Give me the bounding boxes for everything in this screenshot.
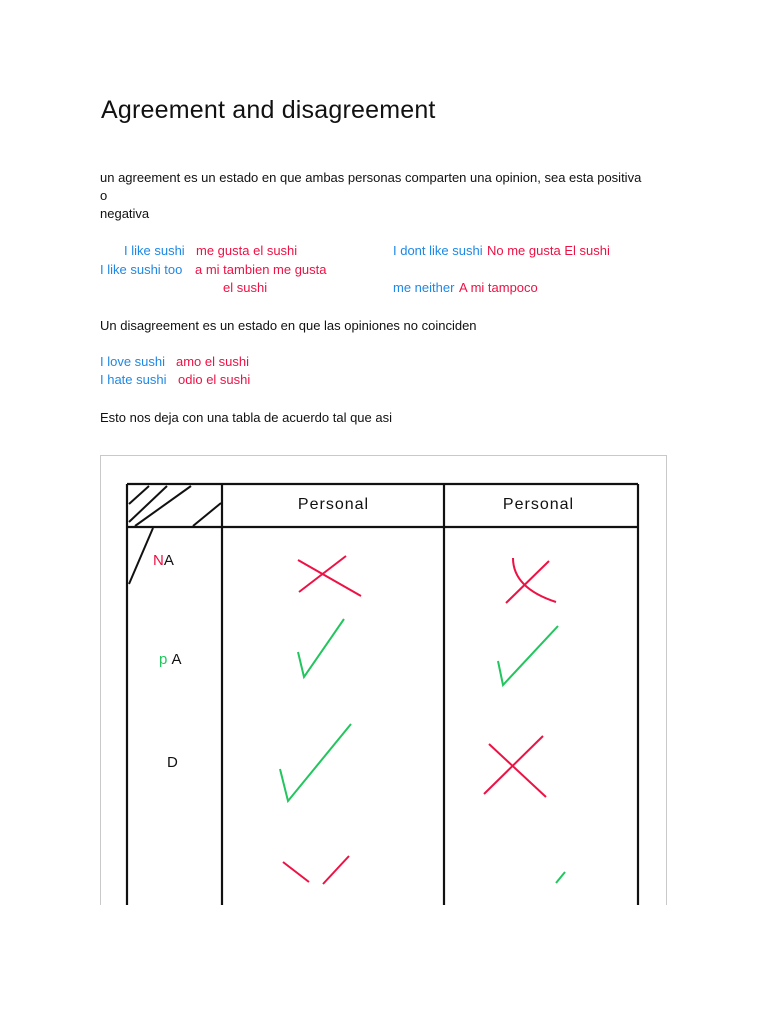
example-like-en: I like sushi [124, 243, 185, 258]
row-label-d [167, 754, 178, 771]
row-label-pa-prefix: p [159, 651, 168, 668]
example-neither-en: me neither [393, 280, 455, 295]
table-header-personal-1: Personal [297, 496, 370, 513]
agreement-table-image [100, 455, 667, 905]
row-pa-personal-2-check-mark [498, 626, 558, 685]
table-grid [127, 484, 638, 905]
page-title: Agreement and disagreement [101, 96, 436, 124]
intro-line-3: negativa [100, 206, 150, 221]
example-too-en: I like sushi too [100, 262, 183, 277]
row-na-personal-1-cross-mark [298, 556, 361, 596]
agreement-table-drawing [101, 456, 667, 905]
row-pa-personal-1-check-mark [298, 619, 344, 677]
example-love-en: I love sushi [100, 354, 166, 369]
intro-line-1: un agreement es un estado en que ambas personas comparten una opinion, sea esta positiva [100, 170, 642, 185]
row-d-personal-1-check-mark [280, 724, 351, 801]
row-label-d-letter: D [167, 754, 178, 771]
row-label-pa-letter: A [171, 651, 182, 668]
example-dislike-en: I dont like sushi [393, 243, 483, 258]
row-partial-check-mark [556, 872, 565, 883]
disagreement-text: Un disagreement es un estado en que las opiniones no coinciden [100, 318, 477, 333]
table-intro: Esto nos deja con una tabla de acuerdo tal que asi [100, 410, 392, 425]
corner-hatching [129, 486, 221, 584]
example-hate-es: odio el sushi [178, 372, 251, 387]
example-dislike-es: No me gusta El sushi [487, 243, 610, 258]
row-d-personal-2-cross-mark [484, 736, 546, 797]
intro-line-2: o [100, 188, 108, 203]
example-love-es: amo el sushi [176, 354, 249, 369]
example-hate-en: I hate sushi [100, 372, 167, 387]
row-label-na-prefix: N [153, 552, 164, 569]
example-too-es: a mi tambien me gusta [195, 262, 327, 277]
table-header-personal-2: Personal [502, 496, 575, 513]
row-na-personal-2-cross-mark [506, 558, 556, 603]
example-neither-es: A mi tampoco [459, 280, 538, 295]
row-label-pa [159, 651, 182, 668]
row-label-na-letter: A [163, 552, 174, 569]
example-too-es-2: el sushi [223, 280, 268, 295]
example-like-es: me gusta el sushi [196, 243, 298, 258]
row-label-na [153, 552, 174, 569]
row-partial-cross-mark [283, 856, 349, 884]
